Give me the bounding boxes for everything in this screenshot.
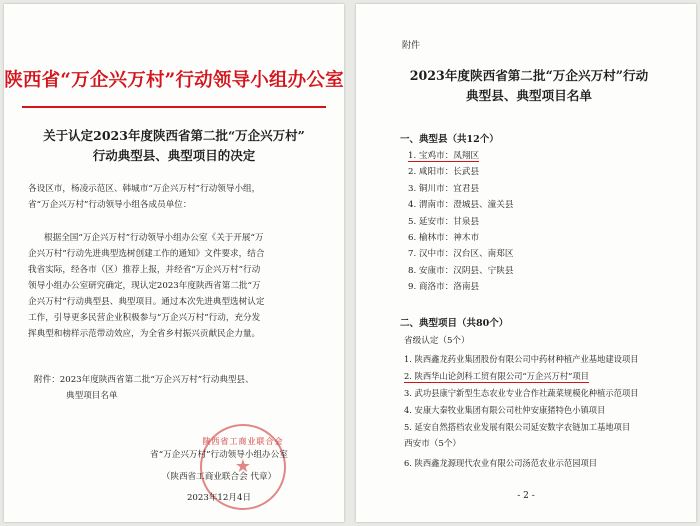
attachment-label: 附件 (402, 41, 421, 51)
seal-text: 陕西省工商业联合会 (202, 436, 284, 446)
list-item: 7. 汉中市：汉台区、南郑区 (408, 249, 514, 260)
list-title (372, 66, 686, 106)
paragraph-line: 企兴万村”行动先进典型选树创建工作的通知》文件要求，结合 (28, 249, 265, 259)
list-item: 9. 商洛市：洛南县 (408, 282, 480, 293)
highlighted-county: 1. 宝鸡市：凤翔区 (408, 151, 480, 161)
signing-agent: （陕西省工商业联合会 代章） (161, 472, 277, 482)
list-item: 6. 陕西鑫龙源现代农业有限公司汤范农业示范园项目 (404, 458, 598, 468)
document-title-line1: 关于认定2023年度陕西省第二批“万企兴万村” (43, 128, 305, 143)
paragraph-line: 根据全国“万企兴万村”行动领导小组办公室《关于开展“万 (44, 233, 264, 243)
document-title-line2: 行动典型县、典型项目的决定 (92, 148, 256, 163)
document-title (18, 126, 330, 166)
section-typical-counties: 一、典型县（共12个） (400, 134, 499, 145)
list-item: 5. 延安市：甘泉县 (408, 216, 480, 227)
list-title-line2: 典型县、典型项目名单 (466, 88, 592, 103)
list-item (408, 148, 690, 164)
highlighted-project: 2. 陕西华山论剑科工贸有限公司“万企兴万村”项目 (404, 371, 589, 381)
office-red-header: 陕西省“万企兴万村”行动领导小组办公室 (4, 70, 344, 91)
list-item: 3. 铜川市：宜君县 (408, 183, 480, 194)
page-number: - 2 - (517, 491, 535, 501)
signing-date: 2023年12月4日 (186, 493, 252, 503)
attachment-line1: 附件：2023年度陕西省第二批“万企兴万村”行动典型县、 (34, 375, 254, 385)
red-divider-line (22, 106, 326, 108)
list-item: 8. 安康市：汉阴县、宁陕县 (408, 265, 514, 276)
paragraph-line: 领导小组办公室研究确定，现认定2023年度陕西省第二批“万 (28, 281, 261, 291)
salutation-line2: 省“万企兴万村”行动领导小组各成员单位： (28, 200, 192, 210)
list-item: 3. 武功县康宁新型生态农业专业合作社蔬菜规模化种植示范项目 (404, 388, 639, 398)
paragraph-line: 我省实际，经各市（区）推荐上报，并经省“万企兴万村”行动 (28, 265, 261, 275)
salutation-line1: 各设区市，杨凌示范区、韩城市“万企兴万村”行动领导小组， (28, 184, 261, 194)
list-title-line1: 2023年度陕西省第二批“万企兴万村”行动 (409, 68, 649, 83)
provincial-subheading: 省级认定（5个） (404, 336, 470, 346)
attachment-line2: 典型项目名单 (66, 391, 118, 401)
paragraph-line: 挥典型和榜样示范带动效应，为全省乡村振兴贡献民企力量。 (28, 329, 261, 339)
attachment-list-page (356, 4, 696, 522)
paragraph-line: 工作，引导更多民营企业积极参与“万企兴万村”行动，充分发 (28, 313, 261, 323)
paragraph-line: 企兴万村”行动典型县、典型项目。通过本次先进典型选树认定 (28, 297, 265, 307)
list-item: 2. 咸阳市：长武县 (408, 167, 480, 178)
list-item: 4. 安康大秦牧业集团有限公司杜仲安康猪特色小镇项目 (404, 405, 606, 415)
signing-office: 省“万企兴万村”行动领导小组办公室 (150, 450, 288, 460)
xian-subheading: 西安市（5个） (404, 439, 462, 449)
attachment-note (34, 372, 332, 404)
salutation (28, 181, 332, 213)
list-item: 6. 榆林市：神木市 (408, 232, 480, 243)
section-typical-projects: 二、典型项目（共80个） (400, 318, 509, 329)
seal-star-icon: ★ (234, 456, 252, 477)
decision-document-page (4, 4, 344, 522)
decision-paragraph (28, 230, 332, 342)
list-item: 1. 陕西鑫龙药业集团股份有限公司中药材种植产业基地建设项目 (404, 354, 639, 364)
county-list (408, 148, 690, 296)
list-item: 4. 渭南市：澄城县、潼关县 (408, 200, 514, 211)
list-item: 5. 延安自然搭档农业发展有限公司延安数字农链加工基地项目 (404, 422, 631, 432)
